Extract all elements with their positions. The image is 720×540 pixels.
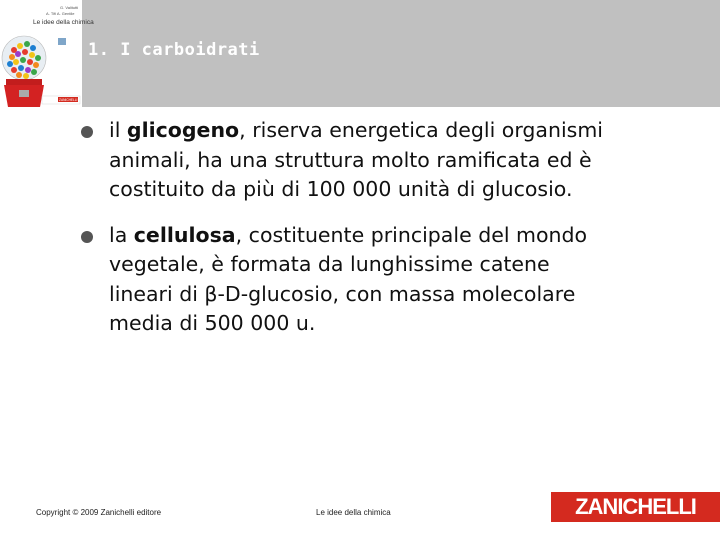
- bullet-icon: [81, 126, 93, 138]
- zanichelli-logo: ZANICHELLI: [551, 492, 720, 522]
- bullet-item-glycogen: [80, 116, 700, 205]
- cover-title: Le idee della chimica: [33, 19, 94, 26]
- bullet-term: cellulosa: [133, 222, 236, 247]
- bullet-term: glicogeno: [126, 118, 240, 142]
- copyright-text: Copyright © 2009 Zanichelli editore: [36, 508, 162, 517]
- cover-author-line1: G. Valitutti: [60, 5, 79, 10]
- bullet-rest: , costituente principale del mondo vegetale, è formata da lunghissime catene lineari di β-D-glucosio, con massa molecolare media di 500 000 u.: [109, 222, 588, 335]
- bullet-prefix: il: [109, 118, 127, 142]
- cover-author-line2: A. Tifi A. Gentile: [46, 11, 75, 16]
- bullet-rest: , riserva energetica degli organismi animali, ha una struttura molto ramificata ed è costituito da più di 100 000 unità di glucosio.: [109, 118, 604, 201]
- cover-badge: ZANICHELLI: [59, 98, 78, 102]
- book-title-footer: Le idee della chimica: [316, 508, 391, 517]
- book-cover-image: [0, 0, 94, 107]
- slide-header: [0, 0, 720, 107]
- bullet-text: [109, 116, 700, 205]
- page-title: 1. I carboidrati: [88, 40, 260, 60]
- bullet-item-cellulose: [80, 221, 700, 339]
- bullet-prefix: la: [109, 222, 134, 247]
- bullet-list: [80, 116, 700, 355]
- bullet-text: [109, 221, 700, 339]
- bullet-icon: [81, 231, 93, 243]
- gumball-machine-illustration: [0, 0, 94, 107]
